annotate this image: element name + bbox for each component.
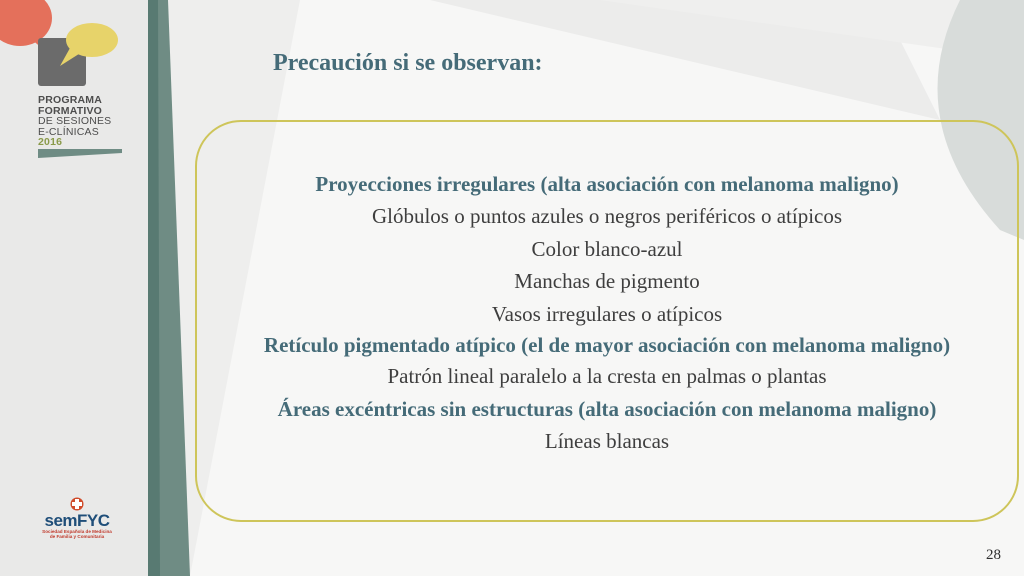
semfyc-subtitle-1: Sociedad Española de Medicina xyxy=(42,529,112,534)
semfyc-subtitle-2: de Familia y Comunitaria xyxy=(49,534,105,539)
list-item: Retículo pigmentado atípico (el de mayor asociación con melanoma maligno) xyxy=(263,333,951,357)
list-item: Áreas excéntricas sin estructuras (alta asociación con melanoma maligno) xyxy=(277,396,937,421)
program-underline xyxy=(38,149,122,158)
list-item: Color blanco-azul xyxy=(531,236,683,261)
program-line-2: FORMATIVO xyxy=(38,104,103,117)
program-logo-icon xyxy=(0,0,130,92)
program-year: 2016 xyxy=(38,136,63,148)
program-line-4: E-CLÍNICAS xyxy=(38,125,99,138)
list-item: Proyecciones irregulares (alta asociación con melanoma maligno) xyxy=(315,172,899,196)
list-item: Manchas de pigmento xyxy=(514,269,700,293)
slide-title: Precaución si se observan: xyxy=(273,50,543,76)
semfyc-logo xyxy=(32,497,122,539)
list-item: Vasos irregulares o atípicos xyxy=(491,301,723,326)
list-item: Líneas blancas xyxy=(544,428,670,453)
program-line-1: PROGRAMA xyxy=(38,94,103,106)
program-title xyxy=(38,95,111,148)
precaution-list xyxy=(200,168,1014,457)
list-item: Patrón lineal paralelo a la cresta en palmas o plantas xyxy=(387,364,827,388)
list-item: Glóbulos o puntos azules o negros periféricos o atípicos xyxy=(371,204,843,228)
semfyc-emblem-icon xyxy=(66,497,88,511)
semfyc-name: semFYC xyxy=(44,511,110,530)
program-line-3: DE SESIONES xyxy=(38,115,112,127)
page-number: 28 xyxy=(986,547,1001,563)
